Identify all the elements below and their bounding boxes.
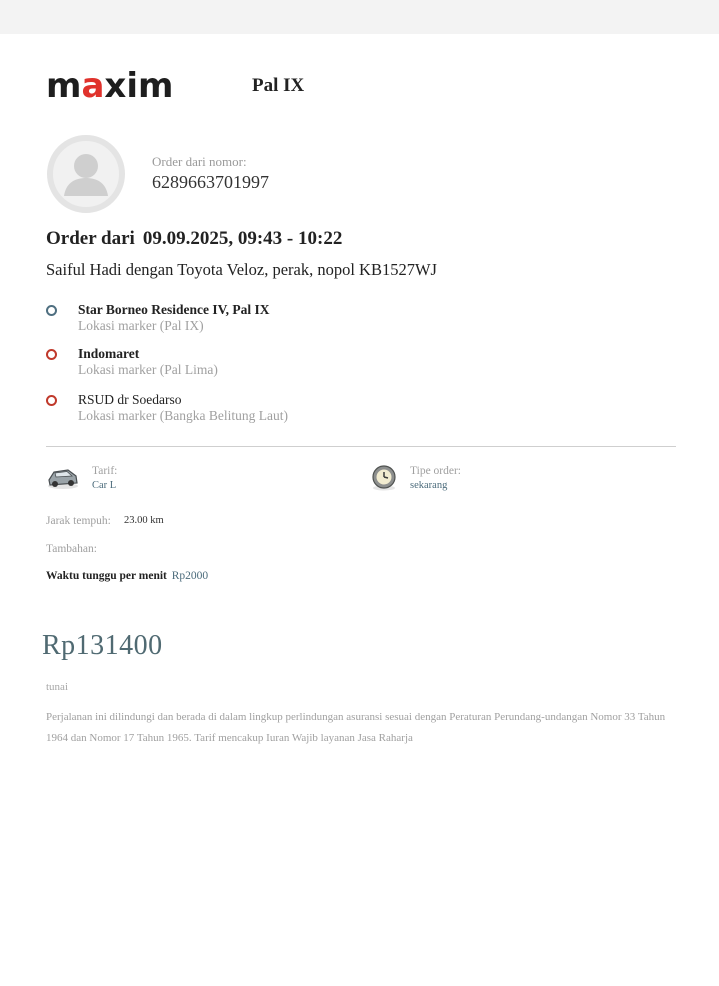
payment-method: tunai — [46, 681, 68, 693]
route-stop-marker-icon — [46, 395, 57, 406]
city-name: Pal IX — [252, 75, 305, 96]
tariff-value: Car L — [92, 480, 117, 491]
order-datetime: 09.09.2025, 09:43 - 10:22 — [142, 228, 343, 249]
top-band — [0, 0, 719, 34]
waiting-fee-price: Rp2000 — [171, 570, 209, 582]
total-price: Rp131400 — [42, 630, 163, 661]
order-time-line — [46, 228, 342, 250]
customer-phone: 6289663701997 — [152, 172, 269, 192]
clock-icon — [370, 464, 398, 492]
maxim-logo — [46, 64, 171, 104]
route-stop-sub: Lokasi marker (Pal IX) — [78, 318, 204, 333]
route-stop-name: Indomaret — [78, 346, 140, 361]
order-from-number-label: Order dari nomor: — [152, 154, 247, 169]
order-label: Order dari — [46, 228, 135, 249]
waiting-fee-line — [46, 570, 208, 582]
car-icon — [46, 464, 80, 492]
route-stop-marker-icon — [46, 349, 57, 360]
route-stop-name: RSUD dr Soedarso — [78, 392, 182, 407]
extras-label: Tambahan: — [46, 543, 97, 555]
route-start-marker-icon — [46, 305, 57, 316]
waiting-fee-label: Waktu tunggu per menit — [46, 570, 167, 582]
distance-label: Jarak tempuh: — [46, 515, 111, 527]
insurance-disclaimer: Perjalanan ini dilindungi dan berada di dalam lingkup perlindungan asuransi sesuai dengan Peraturan Perundang-undangan Nomor 33 Tahun 1964 dan Nomor 17 Tahun 1965. Tarif mencakup Iuran Wajib layanan Jasa Raharja — [46, 711, 666, 744]
user-avatar-placeholder-icon — [46, 134, 126, 214]
tariff-label: Tarif: — [92, 465, 118, 477]
logo-text: maxim — [46, 66, 171, 104]
order-type-label: Tipe order: — [410, 465, 462, 477]
route-stop-sub: Lokasi marker (Pal Lima) — [78, 362, 218, 377]
order-type-value: sekarang — [410, 480, 448, 491]
section-divider — [46, 446, 676, 447]
distance-value: 23.00 km — [124, 515, 164, 526]
route-stop-name: Star Borneo Residence IV, Pal IX — [78, 302, 270, 317]
maxim-logo-graphic — [46, 64, 171, 104]
driver-vehicle-line: Saiful Hadi dengan Toyota Veloz, perak, nopol KB1527WJ — [46, 260, 437, 279]
route-stop-sub: Lokasi marker (Bangka Belitung Laut) — [78, 408, 288, 423]
